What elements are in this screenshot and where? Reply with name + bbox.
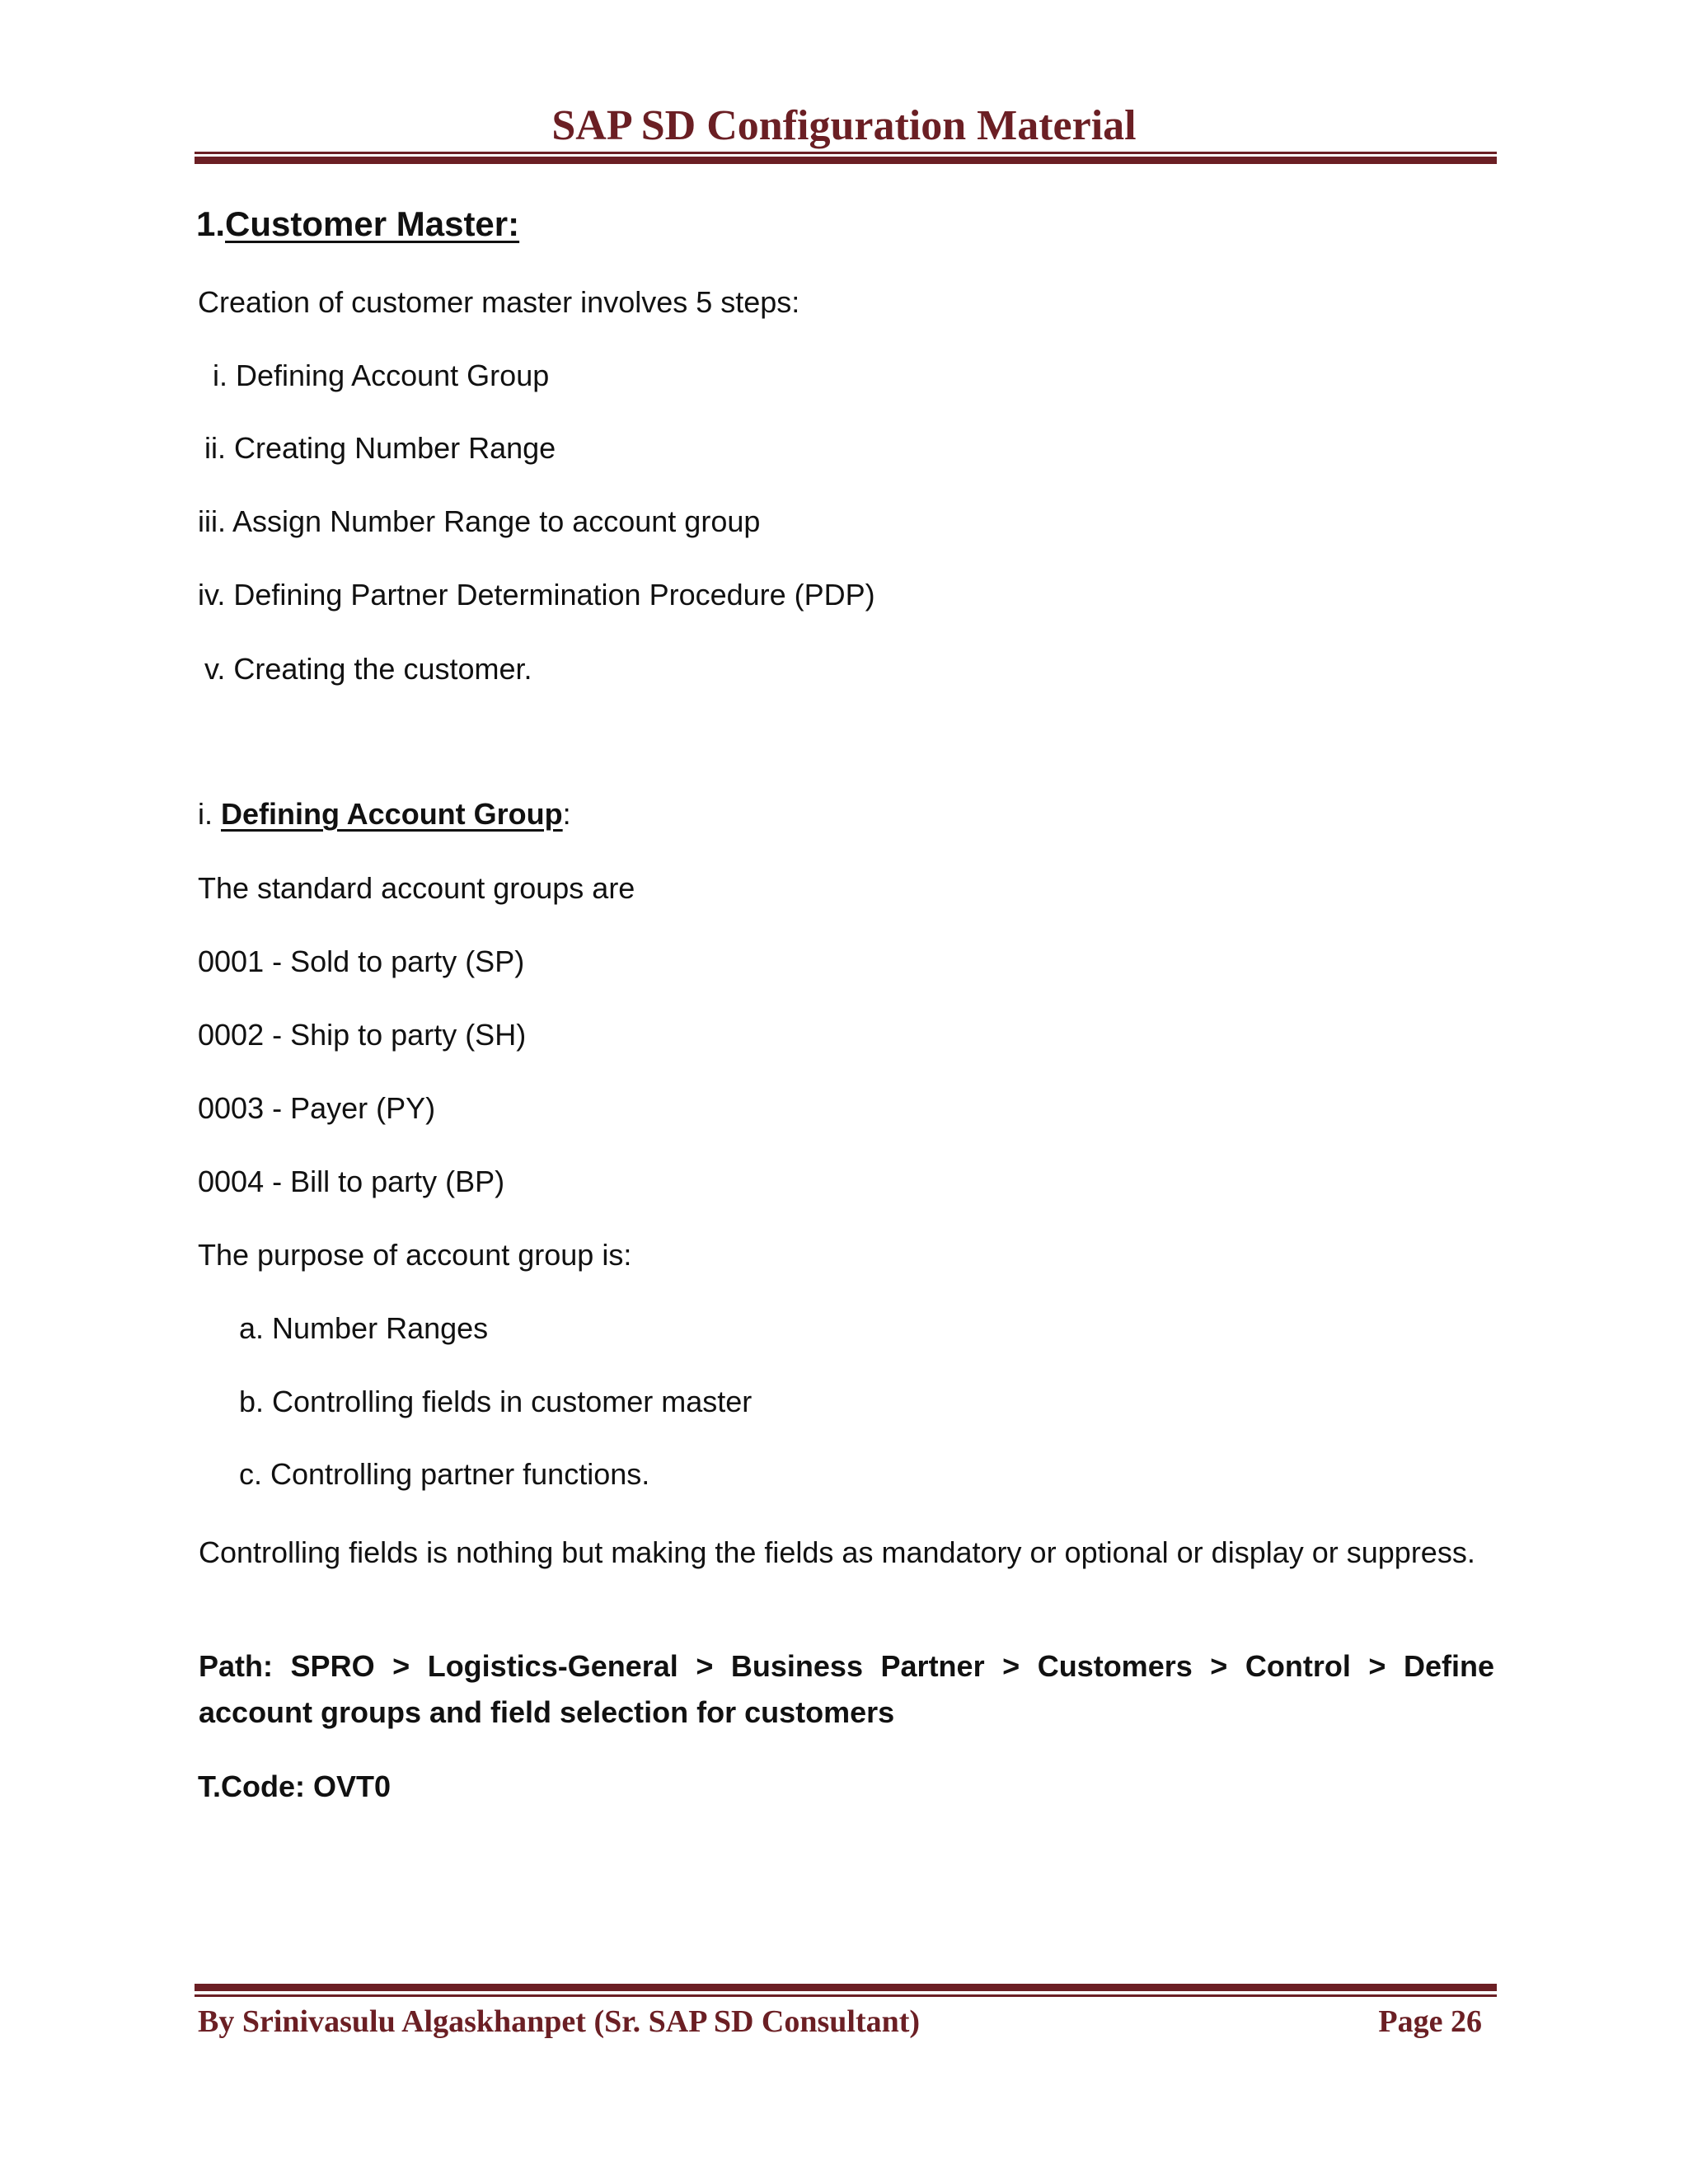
subsection-title: Defining Account Group [221,797,563,831]
controlling-note: Controlling fields is nothing but making the fields as mandatory or optional or display or suppress. [199,1535,1475,1569]
footer-page-number: Page 26 [1378,2004,1482,2039]
page-header-title: SAP SD Configuration Material [551,102,1137,149]
section-number: 1. [196,204,226,243]
account-group-item-2: 0002 - Ship to party (SH) [198,1018,527,1052]
section-intro: Creation of customer master involves 5 steps: [198,285,800,319]
account-group-item-4: 0004 - Bill to party (BP) [198,1165,505,1198]
purpose-item-1: a. Number Ranges [239,1311,489,1345]
step-item-2: ii. Creating Number Range [204,431,556,465]
subsection-suffix: : [562,797,571,831]
step-item-3: iii. Assign Number Range to account group [198,504,761,538]
config-path: Path: SPRO > Logistics-General > Business Partner > Customers > Control > Define account groups and field selection for customers [199,1649,1494,1729]
footer-rule-thick [195,1984,1497,1991]
section-title: Customer Master: [225,204,520,243]
header-rule-thin [195,152,1497,154]
footer-author: By Srinivasulu Algaskhanpet (Sr. SAP SD Consultant) [198,2004,921,2039]
purpose-intro: The purpose of account group is: [198,1238,632,1272]
step-item-4: iv. Defining Partner Determination Procedure (PDP) [198,578,875,612]
purpose-item-2: b. Controlling fields in customer master [239,1385,753,1418]
step-item-1: i. Defining Account Group [213,359,550,392]
groups-intro: The standard account groups are [198,871,635,905]
subsection-prefix: i. [198,797,213,831]
account-group-item-1: 0001 - Sold to party (SP) [198,944,525,978]
purpose-item-3: c. Controlling partner functions. [239,1457,650,1491]
account-group-item-3: 0003 - Payer (PY) [198,1091,436,1125]
header-rule-thick [195,157,1497,164]
transaction-code: T.Code: OVT0 [198,1769,392,1803]
footer-rule-thin [195,1994,1497,1997]
step-item-5: v. Creating the customer. [204,652,532,686]
subsection-heading [198,794,571,835]
section-heading [196,201,519,247]
